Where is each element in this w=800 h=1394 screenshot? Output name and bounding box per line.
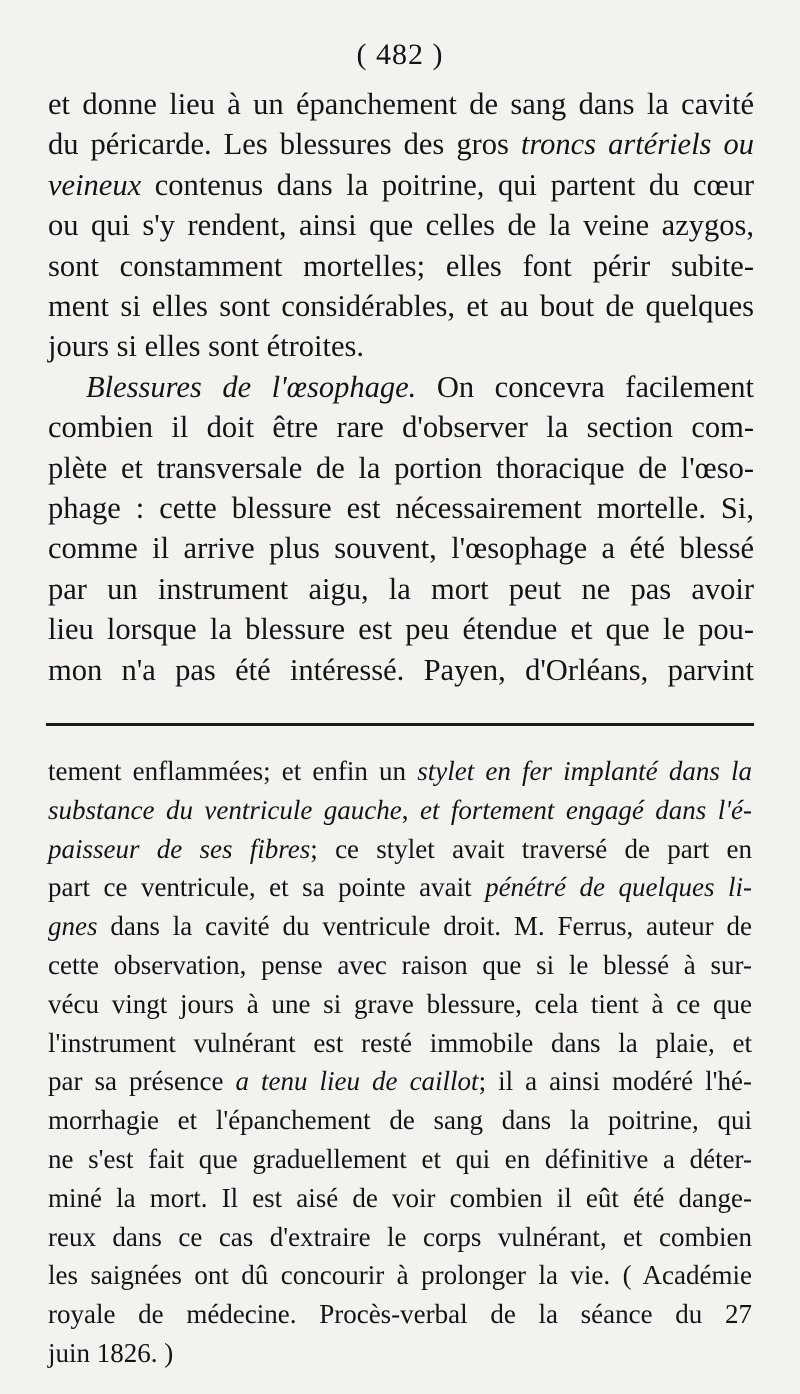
footnote-line — [48, 1295, 752, 1334]
footnote-line — [48, 1334, 752, 1373]
text-run: juin 1826. ) — [48, 1337, 174, 1368]
text-run: sont constamment mortelles; elles font périr subite- — [48, 248, 754, 283]
main-text-line — [48, 650, 754, 690]
main-text-line — [48, 448, 754, 488]
italic-text: Blessures de l'œsophage. — [86, 369, 417, 404]
text-run: reux dans ce cas d'extraire le corps vulnérant, et combien — [48, 1221, 752, 1252]
italic-text: troncs artériels ou — [520, 127, 754, 162]
footnote-line — [48, 1140, 752, 1179]
main-text-line — [48, 407, 754, 447]
text-run: ; il a ainsi modéré l'hé- — [478, 1066, 752, 1097]
text-run: combien il doit être rare d'observer la section com- — [48, 410, 754, 445]
footnote-text — [48, 752, 752, 1373]
footnote-line — [48, 1179, 752, 1218]
text-run: cette observation, pense avec raison que si le blessé à sur- — [48, 949, 752, 980]
text-run: et donne lieu à un épanchement de sang dans la cavité — [48, 87, 754, 121]
page-number: ( 482 ) — [356, 38, 444, 71]
text-run: , — [401, 794, 420, 825]
text-run: mon n'a pas été intéressé. Payen, d'Orléans, parvint — [48, 652, 754, 687]
text-run: les saignées ont dû concourir à prolonger la vie. ( Académie — [48, 1260, 752, 1291]
footnote-line — [48, 830, 752, 869]
main-text-line — [48, 528, 754, 568]
text-run: part ce ventricule, et sa pointe avait — [48, 872, 486, 903]
main-text-line — [48, 569, 754, 609]
italic-text: et fortement engagé dans l'é- — [419, 794, 752, 825]
text-run: ne s'est fait que graduellement et qui en définitive a déter- — [48, 1143, 752, 1174]
italic-text: pénétré de quelques li- — [485, 872, 752, 903]
main-text-line — [48, 205, 754, 245]
text-run: royale de médecine. Procès-verbal de la séance du 27 — [48, 1299, 752, 1330]
footnote-separator-rule — [46, 723, 754, 726]
text-run: jours si elles sont étroites. — [48, 329, 364, 364]
italic-text: gnes — [48, 911, 98, 942]
text-run: l'instrument vulnérant est resté immobile dans la plaie, et — [48, 1027, 752, 1058]
text-run: ; ce stylet avait traversé de part en — [310, 833, 752, 864]
text-run: morrhagie et l'épanchement de sang dans la poitrine, qui — [48, 1105, 752, 1136]
footnote-line — [48, 907, 752, 946]
footnote-line — [48, 1101, 752, 1140]
text-run: du péricarde. Les blessures des gros — [48, 127, 521, 162]
italic-text: substance du ventricule gauche — [48, 794, 402, 825]
main-text-line — [48, 609, 754, 649]
footnote-line — [48, 1256, 752, 1295]
text-run: tement enflammées; et enfin un — [48, 756, 418, 786]
italic-text: veineux — [48, 167, 142, 202]
footnote-line — [48, 791, 752, 830]
text-run: miné la mort. Il est aisé de voir combien il eût été dange- — [48, 1182, 752, 1213]
text-run: ou qui s'y rendent, ainsi que celles de la veine azygos, — [48, 208, 754, 243]
footnote-line — [48, 1024, 752, 1063]
main-text-line — [48, 286, 754, 326]
main-text-line — [48, 124, 754, 164]
text-run: contenus dans la poitrine, qui partent du cœur — [141, 167, 754, 202]
text-run: par sa présence — [48, 1066, 236, 1097]
italic-text: stylet en fer implanté dans la — [417, 756, 753, 786]
text-run: ment si elles sont considérables, et au bout de quelques — [48, 289, 754, 324]
text-run: dans la cavité du ventricule droit. M. Ferrus, auteur de — [97, 911, 752, 942]
main-text — [48, 84, 754, 690]
text-run: On concevra facilement — [416, 369, 754, 404]
italic-text: paisseur de ses fibres — [48, 833, 311, 864]
main-text-line — [48, 367, 754, 407]
footnote-line — [48, 1218, 752, 1257]
footnote-line — [48, 1062, 752, 1101]
text-run: plète et transversale de la portion thoracique de l'œso- — [48, 450, 754, 485]
text-run: lieu lorsque la blessure est peu étendue et que le pou- — [48, 612, 754, 647]
text-run: par un instrument aigu, la mort peut ne pas avoir — [48, 571, 754, 606]
footnote-line — [48, 946, 752, 985]
footnote-line — [48, 752, 752, 791]
main-text-line — [48, 165, 754, 205]
text-run: vécu vingt jours à une si grave blessure, cela tient à ce que — [48, 988, 752, 1019]
main-text-line — [48, 84, 754, 124]
text-run: comme il arrive plus souvent, l'œsophage a été blessé — [48, 531, 754, 566]
main-text-line — [48, 488, 754, 528]
footnote-line — [48, 868, 752, 907]
italic-text: a tenu lieu de caillot — [235, 1066, 479, 1097]
text-run: phage : cette blessure est nécessairement mortelle. Si, — [48, 491, 754, 526]
main-text-line — [48, 246, 754, 286]
main-text-line — [48, 326, 754, 366]
footnote-line — [48, 985, 752, 1024]
